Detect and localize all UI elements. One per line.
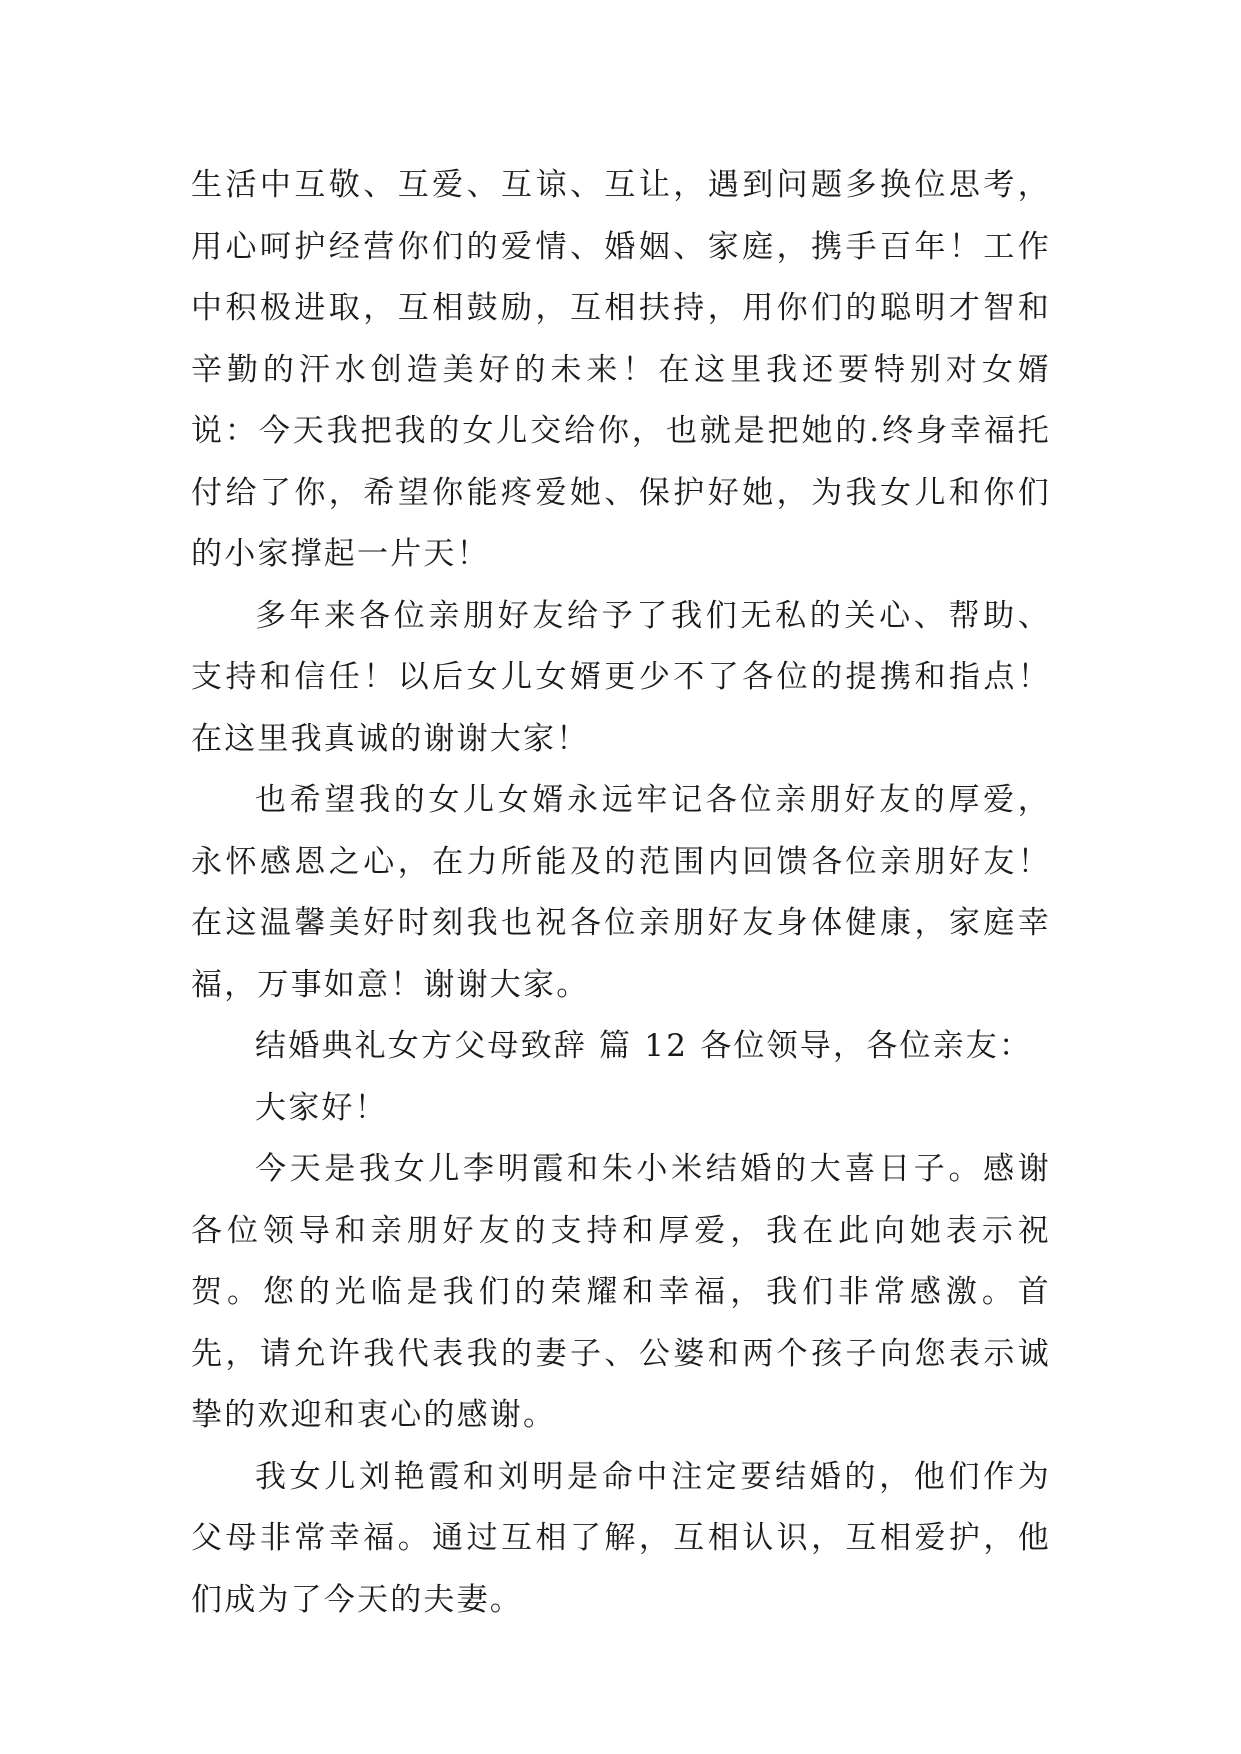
paragraph: 多年来各位亲朋好友给予了我们无私的关心、帮助、支持和信任！以后女儿女婿更少不了各位的提携和指点！在这里我真诚的谢谢大家！ [191, 597, 1051, 757]
document-body [191, 155, 1051, 1631]
section-heading: 结婚典礼女方父母致辞 篇 12 各位领导，各位亲友： [255, 1028, 1033, 1064]
paragraph: 今天是我女儿李明霞和朱小米结婚的大喜日子。感谢各位领导和亲朋好友的支持和厚爱，我在此向她表示祝贺。您的光临是我们的荣耀和幸福，我们非常感激。首先，请允许我代表我的妻子、公婆和两个孩子向您表示诚挚的欢迎和衷心的感谢。 [191, 1151, 1051, 1433]
paragraph: 我女儿刘艳霞和刘明是命中注定要结婚的，他们作为父母非常幸福。通过互相了解，互相认识，互相爱护，他们成为了今天的夫妻。 [191, 1458, 1051, 1618]
paragraph: 生活中互敬、互爱、互谅、互让，遇到问题多换位思考，用心呵护经营你们的爱情、婚姻、家庭，携手百年！工作中积极进取，互相鼓励，互相扶持，用你们的聪明才智和辛勤的汗水创造美好的未来！在这里我还要特别对女婿说：今天我把我的女儿交给你，也就是把她的.终身幸福托付给了你，希望你能疼爱她、保护好她，为我女儿和你们的小家撑起一片天！ [191, 167, 1051, 572]
greeting: 大家好！ [255, 1089, 388, 1126]
paragraph: 也希望我的女儿女婿永远牢记各位亲朋好友的厚爱，永怀感恩之心，在力所能及的范围内回馈各位亲朋好友！在这温馨美好时刻我也祝各位亲朋好友身体健康，家庭幸福，万事如意！谢谢大家。 [191, 782, 1051, 1003]
